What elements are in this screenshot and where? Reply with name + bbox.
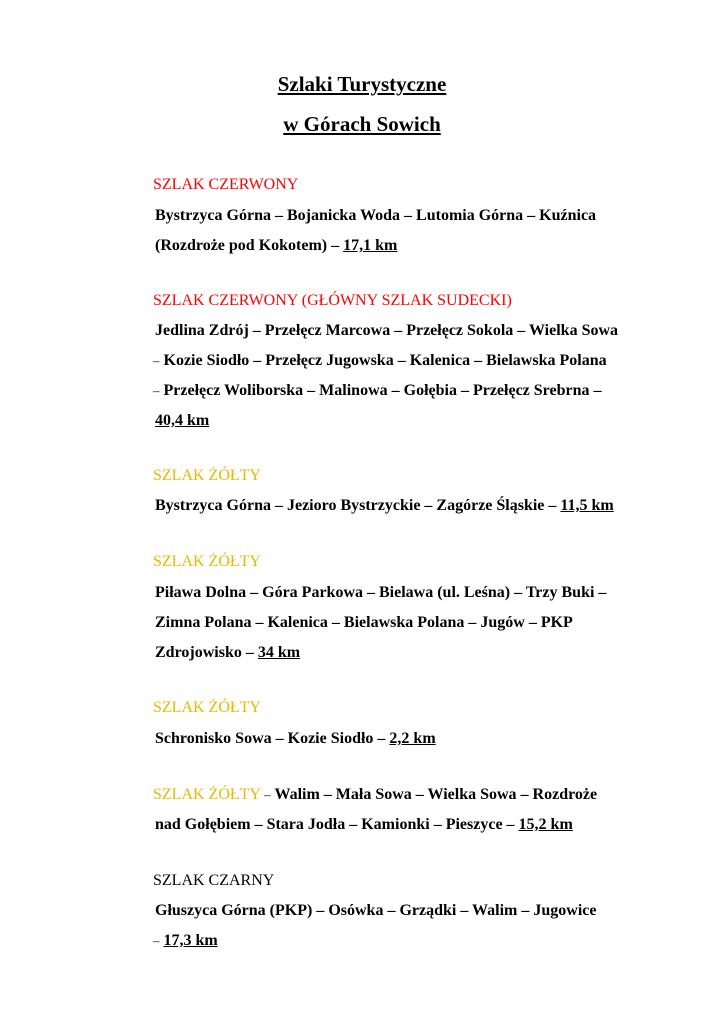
trail-route-line <box>153 932 218 950</box>
trail-route-line: Jedlina Zdrój – Przełęcz Marcowa – Przełęcz Sokola – Wielka Sowa <box>155 322 619 339</box>
trail-route-text: (Rozdroże pod Kokotem) – <box>155 237 344 254</box>
trail-route-line <box>155 644 300 662</box>
trail-distance: 34 km <box>257 644 301 661</box>
trail-route-text: Przełęcz Woliborska – Malinowa – Gołębia – Przełęcz Srebrna – <box>159 382 602 399</box>
trail-heading-yellow-1: SZLAK ŻÓŁTY <box>153 467 261 484</box>
trail-route-line <box>155 816 573 834</box>
trail-distance: 17,3 km <box>163 932 218 949</box>
page-title-line-1: Szlaki Turystyczne <box>277 72 447 96</box>
page-title-line-2: w Górach Sowich <box>283 112 441 136</box>
trail-distance: 11,5 km <box>560 497 614 514</box>
trail-route-line: Piława Dolna – Góra Parkowa – Bielawa (ul. Leśna) – Trzy Buki – <box>155 584 607 601</box>
trail-route-text: Zdrojowisko – <box>155 644 258 661</box>
dash: – <box>260 787 271 802</box>
trail-heading-red-2: SZLAK CZERWONY (GŁÓWNY SZLAK SUDECKI) <box>153 292 512 309</box>
trail-route-text: Kozie Siodło – Przełęcz Jugowska – Kalenica – Bielawska Polana <box>159 352 607 369</box>
trail-route-line <box>155 497 614 515</box>
trail-heading-red-1: SZLAK CZERWONY <box>153 176 299 193</box>
trail-route-text: nad Gołębiem – Stara Jodła – Kamionki – Pieszyce – <box>155 816 519 833</box>
trail-route-line <box>153 382 602 400</box>
dash: – <box>153 353 160 368</box>
dash: – <box>153 933 160 948</box>
trail-heading-black: SZLAK CZARNY <box>153 872 275 889</box>
dash: – <box>153 383 160 398</box>
trail-distance: 2,2 km <box>389 730 436 747</box>
trail-route-line <box>155 412 209 430</box>
trail-route-line: Zimna Polana – Kalenica – Bielawska Polana – Jugów – PKP <box>155 614 573 631</box>
trail-route-line <box>153 786 597 804</box>
trail-distance: 15,2 km <box>518 816 573 833</box>
trail-route-line <box>155 730 436 748</box>
trail-distance: 40,4 km <box>155 412 210 429</box>
trail-route-line <box>153 352 607 370</box>
trail-heading-yellow-2: SZLAK ŻÓŁTY <box>153 553 261 570</box>
trail-route-text: Walim – Mała Sowa – Wielka Sowa – Rozdroże <box>270 786 598 803</box>
trail-route-text: Schronisko Sowa – Kozie Siodło – <box>155 730 390 747</box>
trail-heading-yellow-4: SZLAK ŻÓŁTY <box>153 786 261 803</box>
trail-heading-yellow-3: SZLAK ŻÓŁTY <box>153 699 261 716</box>
trail-route-line: Głuszyca Górna (PKP) – Osówka – Grządki – Walim – Jugowice <box>155 902 597 919</box>
trail-route-line: Bystrzyca Górna – Bojanicka Woda – Lutomia Górna – Kuźnica <box>155 207 597 224</box>
trail-route-text: Bystrzyca Górna – Jezioro Bystrzyckie – Zagórze Śląskie – <box>155 497 561 514</box>
trail-route-line <box>155 237 397 255</box>
trail-distance: 17,1 km <box>343 237 398 254</box>
